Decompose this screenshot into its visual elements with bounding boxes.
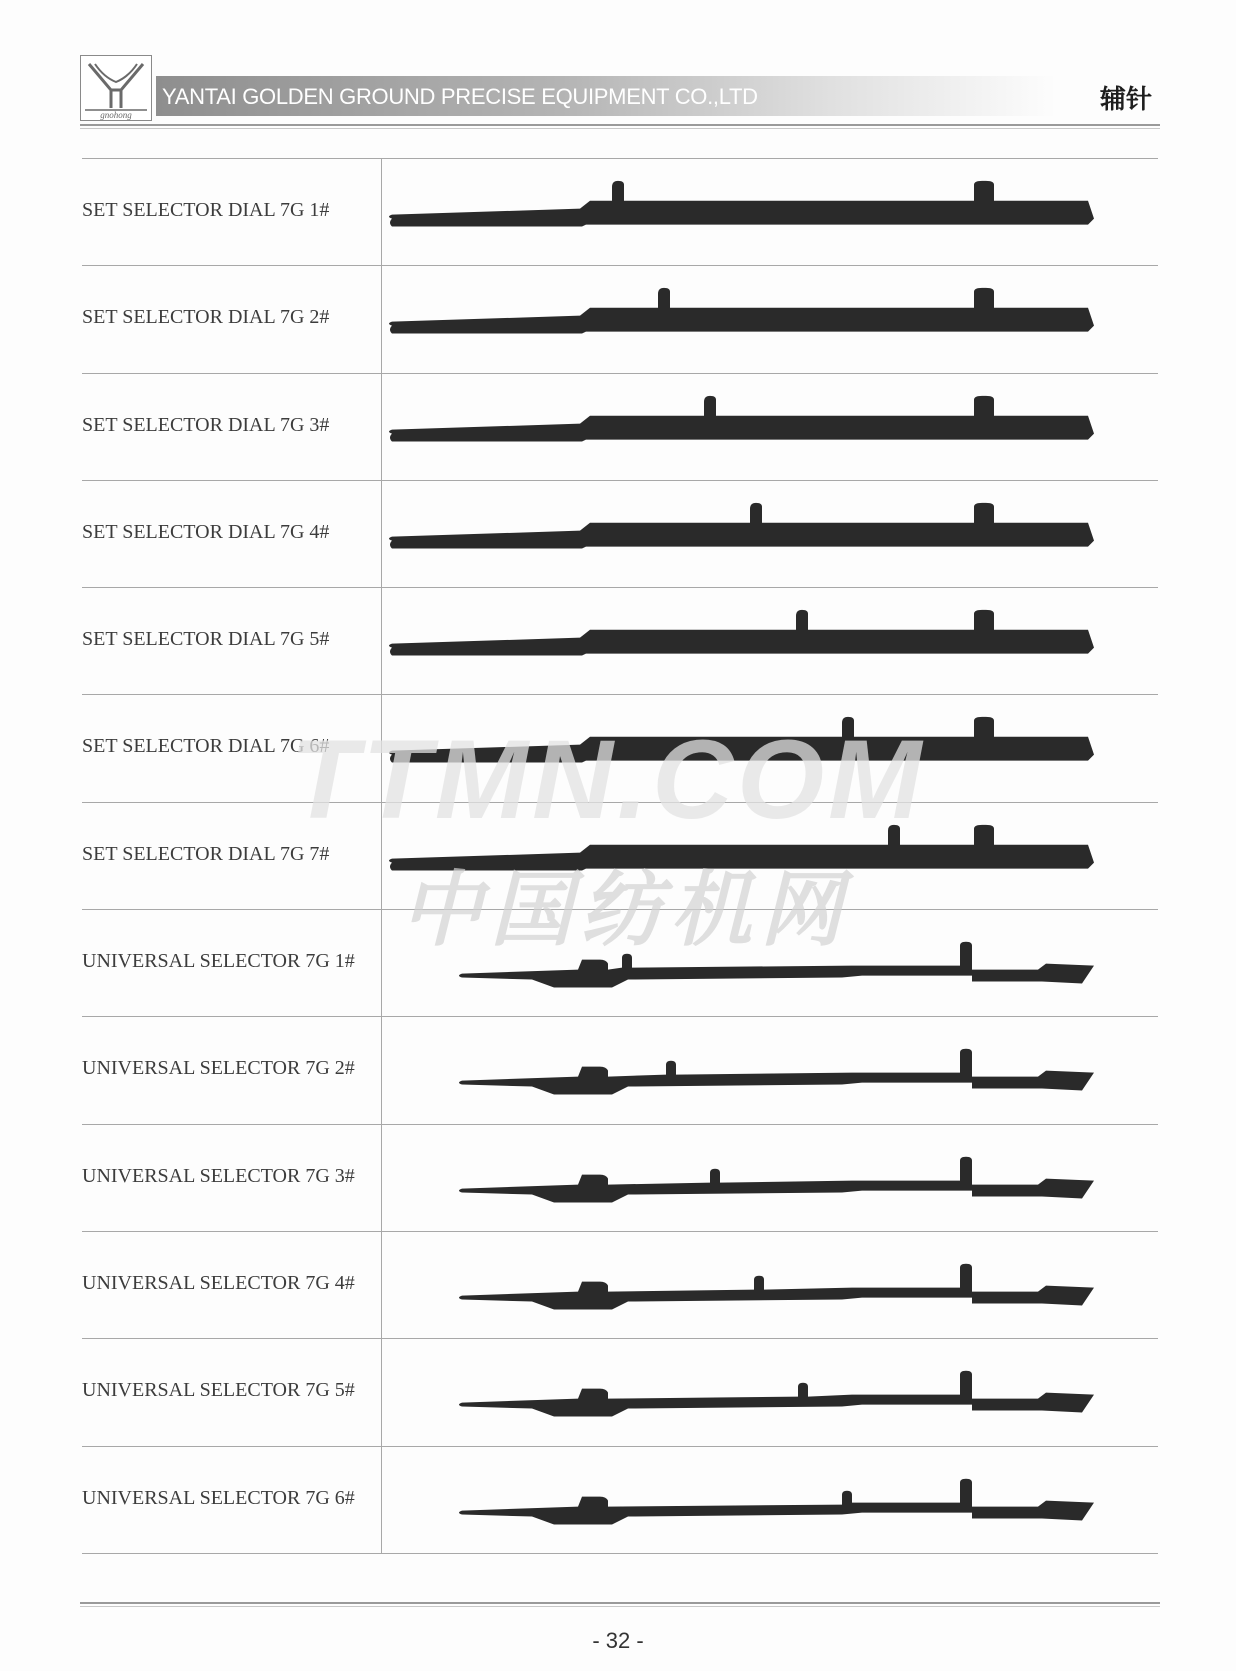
part-name: UNIVERSAL SELECTOR 7G 6# [82, 1486, 355, 1509]
table-row [82, 481, 1158, 588]
table-row [82, 695, 1158, 802]
part-silhouette [389, 181, 1094, 227]
part-label-cell [82, 1125, 382, 1231]
header-divider-thin [80, 128, 1160, 129]
part-silhouette [389, 288, 1094, 334]
selector-part-drawing [382, 1447, 1158, 1553]
part-name: UNIVERSAL SELECTOR 7G 5# [82, 1379, 355, 1402]
part-drawing-cell [382, 1232, 1158, 1338]
selector-part-drawing [382, 1232, 1158, 1338]
part-drawing-cell [382, 1125, 1158, 1231]
part-drawing-cell [382, 695, 1158, 801]
part-label-cell [82, 1232, 382, 1338]
part-name: UNIVERSAL SELECTOR 7G 3# [82, 1164, 355, 1187]
company-name: YANTAI GOLDEN GROUND PRECISE EQUIPMENT CO.,LTD [162, 84, 758, 109]
part-drawing-cell [382, 374, 1158, 480]
part-label-cell [82, 695, 382, 801]
header-divider [80, 124, 1160, 126]
table-row [82, 1232, 1158, 1339]
table-row [82, 588, 1158, 695]
part-name: UNIVERSAL SELECTOR 7G 1# [82, 950, 355, 973]
part-drawing-cell [382, 481, 1158, 587]
part-silhouette [389, 825, 1094, 871]
part-name: SET SELECTOR DIAL 7G 6# [82, 735, 330, 758]
selector-part-drawing [382, 695, 1158, 801]
part-drawing-cell [382, 910, 1158, 1016]
part-label-cell [82, 159, 382, 265]
part-label-cell [82, 1339, 382, 1445]
part-drawing-cell [382, 588, 1158, 694]
part-label-cell [82, 1447, 382, 1553]
svg-text:gnohong: gnohong [100, 110, 132, 120]
part-silhouette [389, 395, 1094, 441]
selector-part-drawing [382, 1017, 1158, 1123]
parts-table [82, 158, 1158, 1554]
part-label-cell [82, 266, 382, 372]
part-drawing-cell [382, 803, 1158, 909]
logo-mark-icon [81, 56, 151, 120]
selector-part-drawing [382, 266, 1158, 372]
footer-divider [80, 1602, 1160, 1604]
selector-part-drawing [382, 803, 1158, 909]
page-header [80, 52, 1160, 132]
company-logo [80, 55, 152, 121]
part-name: SET SELECTOR DIAL 7G 4# [82, 520, 330, 543]
part-drawing-cell [382, 159, 1158, 265]
footer-divider-thin [80, 1606, 1160, 1607]
part-silhouette [389, 717, 1094, 763]
part-name: SET SELECTOR DIAL 7G 3# [82, 413, 330, 436]
table-row [82, 1447, 1158, 1554]
part-silhouette [389, 610, 1094, 656]
table-row [82, 803, 1158, 910]
part-silhouette [459, 1264, 1094, 1310]
part-label-cell [82, 588, 382, 694]
section-title: 辅针 [1099, 85, 1152, 115]
part-name: SET SELECTOR DIAL 7G 5# [82, 628, 330, 651]
part-silhouette [389, 503, 1094, 549]
part-name: SET SELECTOR DIAL 7G 1# [82, 199, 330, 221]
part-silhouette [459, 1156, 1094, 1202]
table-row [82, 374, 1158, 481]
part-label-cell [82, 374, 382, 480]
part-drawing-cell [382, 1339, 1158, 1445]
part-label-cell [82, 910, 382, 1016]
selector-part-drawing [382, 374, 1158, 480]
table-row [82, 159, 1158, 266]
part-silhouette [459, 1478, 1094, 1524]
part-name: UNIVERSAL SELECTOR 7G 4# [82, 1271, 355, 1294]
company-banner [156, 76, 1056, 116]
part-drawing-cell [382, 1447, 1158, 1553]
part-silhouette [459, 1371, 1094, 1417]
part-label-cell [82, 481, 382, 587]
table-row [82, 266, 1158, 373]
table-row [82, 1339, 1158, 1446]
selector-part-drawing [382, 910, 1158, 1016]
watermark-line2: 中国纺机网 [400, 863, 850, 958]
part-label-cell [82, 1017, 382, 1123]
part-name: SET SELECTOR DIAL 7G 2# [82, 306, 330, 329]
page-number: - 32 - [592, 1628, 644, 1653]
part-name: SET SELECTOR DIAL 7G 7# [82, 842, 330, 865]
part-drawing-cell [382, 266, 1158, 372]
selector-part-drawing [382, 159, 1158, 265]
selector-part-drawing [382, 1125, 1158, 1231]
part-name: UNIVERSAL SELECTOR 7G 2# [82, 1057, 355, 1080]
table-row [82, 910, 1158, 1017]
part-drawing-cell [382, 1017, 1158, 1123]
selector-part-drawing [382, 1339, 1158, 1445]
part-label-cell [82, 803, 382, 909]
watermark-line1: TTMN.COM [290, 717, 926, 842]
selector-part-drawing [382, 481, 1158, 587]
part-silhouette [459, 1049, 1094, 1095]
table-row [82, 1125, 1158, 1232]
part-silhouette [459, 942, 1094, 988]
selector-part-drawing [382, 588, 1158, 694]
table-row [82, 1017, 1158, 1124]
